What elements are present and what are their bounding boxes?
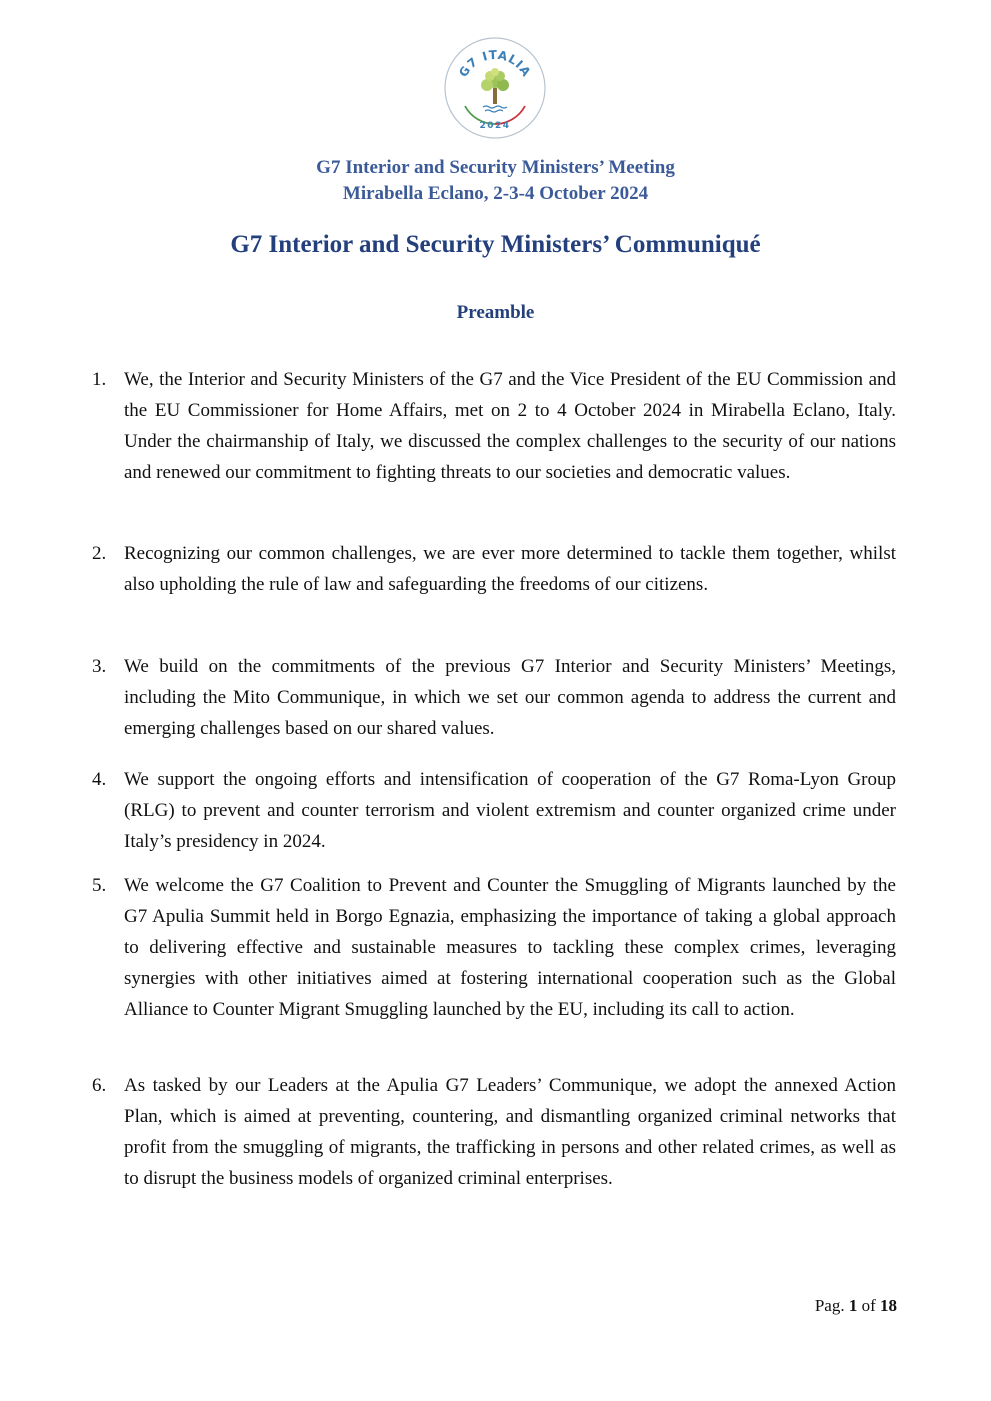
logo-text-top: G7 ITALIA (456, 47, 534, 80)
list-item-text: We support the ongoing efforts and intensification of cooperation of the G7 Roma-Lyon Group (RLG) to prevent and counter terrorism and violent extremism and counter organized crime under Italy’s presidency in 2024. (124, 769, 896, 852)
logo-year: 2024 (479, 121, 511, 131)
current-page: 1 (848, 1296, 858, 1315)
page-number-footer (815, 1296, 897, 1316)
meeting-location-date: Mirabella Eclano, 2-3-4 October 2024 (342, 183, 649, 204)
section-heading-preamble: Preamble (456, 302, 535, 323)
list-item (92, 1070, 896, 1194)
list-item-number: 1. (92, 369, 107, 390)
list-item (92, 870, 896, 1025)
document-title: G7 Interior and Security Ministers’ Communiqué (230, 231, 761, 258)
list-item-text: We build on the commitments of the previous G7 Interior and Security Ministers’ Meetings, including the Mito Communique, in which we set our common agenda to address the current and emerging challenges based on our shared values. (124, 656, 896, 739)
list-item-text: As tasked by our Leaders at the Apulia G7 Leaders’ Communique, we adopt the annexed Action Plan, which is aimed at preventing, countering, and dismantling organized criminal networks that profit from the smuggling of migrants, the trafficking in persons and other related crimes, as well as to disrupt the business models of organized criminal enterprises. (124, 1075, 896, 1189)
meeting-title: G7 Interior and Security Ministers’ Meeting (316, 157, 675, 178)
list-item-number: 2. (92, 543, 107, 564)
list-item-number: 6. (92, 1075, 107, 1096)
g7-italia-2024-logo (443, 36, 547, 140)
page-prefix: Pag. (814, 1296, 845, 1315)
list-item (92, 764, 896, 857)
list-item-number: 3. (92, 656, 107, 677)
list-item (92, 538, 896, 600)
list-item-number: 4. (92, 769, 107, 790)
list-item-text: Recognizing our common challenges, we are ever more determined to tackle them together, whilst also upholding the rule of law and safeguarding the freedoms of our citizens. (124, 543, 896, 595)
list-item (92, 364, 896, 488)
list-item-number: 5. (92, 875, 107, 896)
list-item-text: We, the Interior and Security Ministers of the G7 and the Vice President of the EU Commission and the EU Commissioner for Home Affairs, met on 2 to 4 October 2024 in Mirabella Eclano, Italy. Under the chairmanship of Italy, we discussed the complex challenges to the security of our nations and renewed our commitment to fighting threats to our societies and democratic values. (124, 369, 896, 483)
list-item-text: We welcome the G7 Coalition to Prevent and Counter the Smuggling of Migrants launched by the G7 Apulia Summit held in Borgo Egnazia, emphasizing the importance of taking a global approach to delivering effective and sustainable measures to tackling these complex crimes, leveraging synergies with other initiatives aimed at fostering international cooperation such as the Global Alliance to Counter Migrant Smuggling launched by the EU, including its call to action. (124, 875, 896, 1020)
list-item (92, 651, 896, 744)
total-pages: 18 (880, 1296, 897, 1315)
page-of: of (861, 1296, 876, 1315)
